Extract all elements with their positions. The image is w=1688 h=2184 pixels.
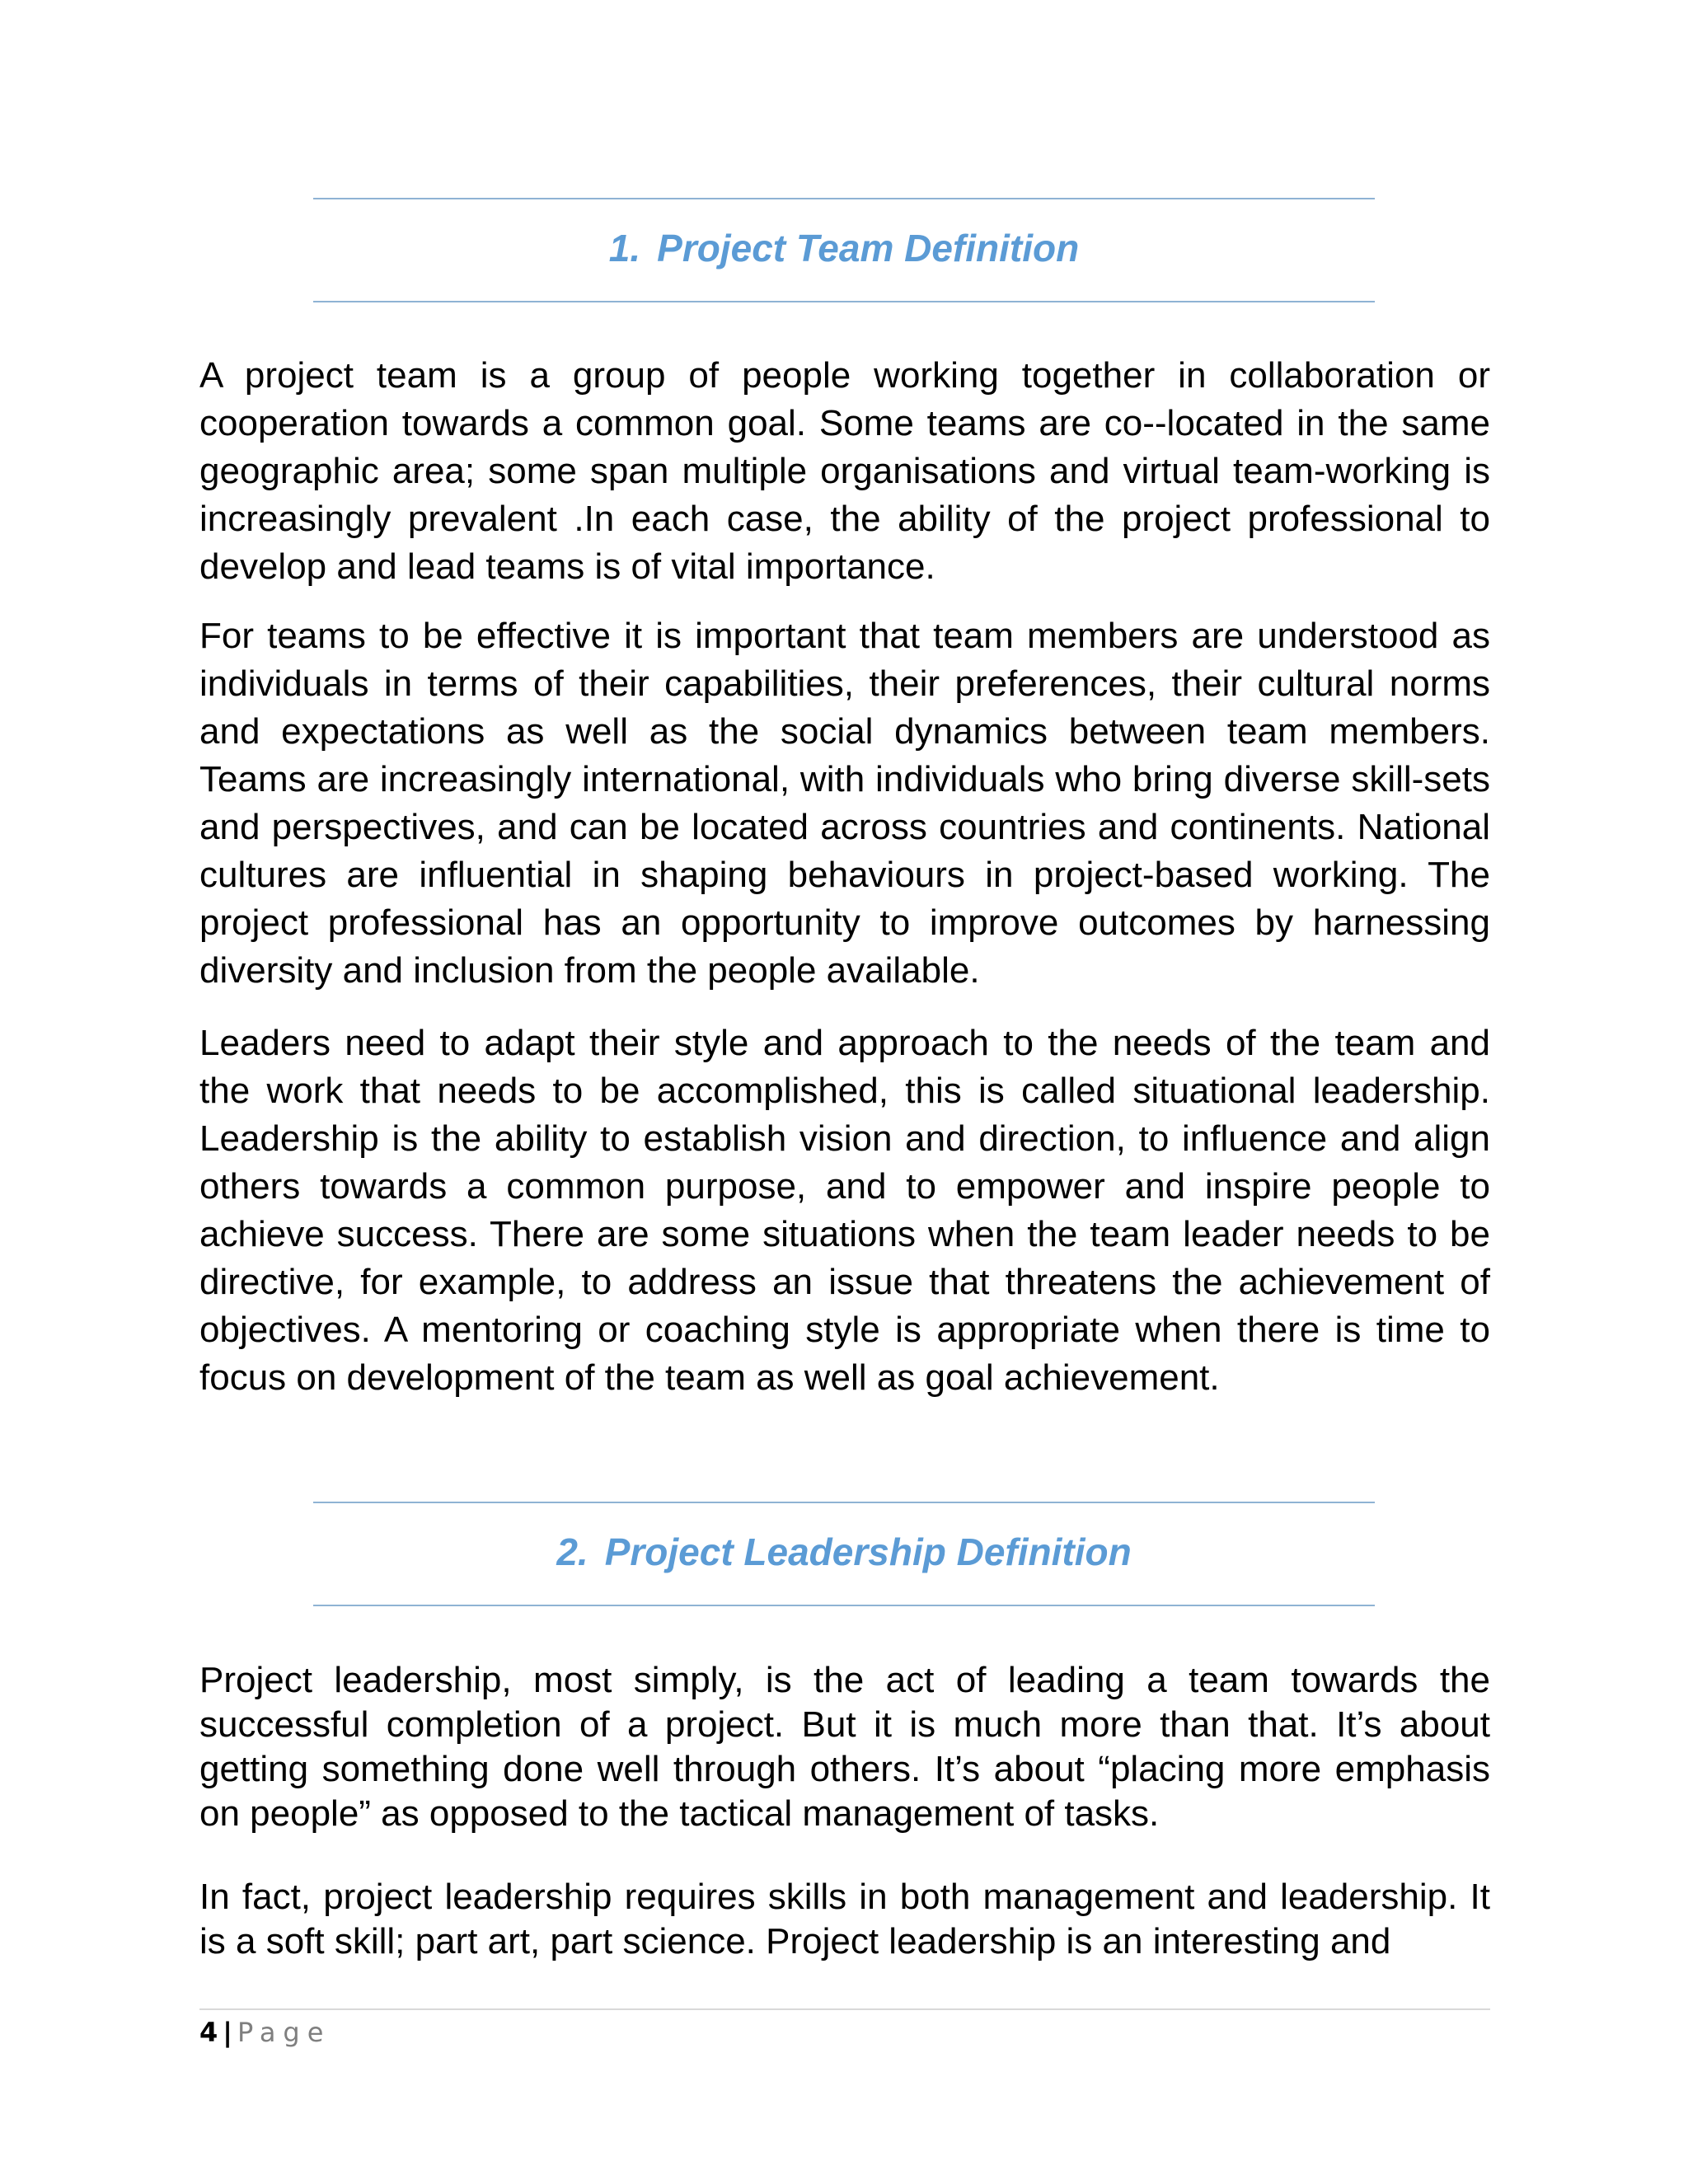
heading-rule-bottom [313,301,1375,302]
page-number: 4 [199,2017,218,2048]
section-2-paragraph-1: Project leadership, most simply, is the act of leading a team towards the successful completion of a project. But it is much more than that. It’s about getting something done well through others. It’s about “placing more emphasis on people” as opposed to the tactical management of tasks. [199,1660,1490,1834]
footer-rule [199,2008,1490,2010]
heading-rule-bottom [313,1605,1375,1606]
section-1-title [313,223,1375,273]
section-2-heading [313,1502,1375,1609]
section-2-paragraph-2: In fact, project leadership requires skills in both management and leadership. It is a soft skill; part art, part science. Project leadership is an interesting and [199,1877,1490,1961]
heading-rule-top [313,198,1375,199]
section-1-number: 1. [608,227,641,269]
section-2-number: 2. [556,1530,588,1573]
section-1-heading [313,198,1375,305]
page-footer [199,2016,331,2049]
section-1-title-text: Project Team Definition [657,227,1080,269]
section-1-paragraph-2: For teams to be effective it is important that team members are understood as individuals in terms of their capabilities, their preferences, their cultural norms and expectations as well as the social dynamics between team members. Teams are increasingly international, with individuals who bring diverse skill-sets and perspectives, and can be located across countries and continents. National cultures are influential in shaping behaviours in project-based working. The project professional has an opportunity to improve outcomes by harnessing diversity and inclusion from the people available. [199,616,1490,991]
section-2-title [313,1527,1375,1577]
section-2-title-text: Project Leadership Definition [604,1530,1132,1573]
section-1-paragraph-1: A project team is a group of people working together in collaboration or cooperation towards a common goal. Some teams are co--located in the same geographic area; some span multiple organisations and virtual team-working is increasingly prevalent .In each case, the ability of the project professional to develop and lead teams is of vital importance. [199,355,1490,587]
heading-rule-top [313,1502,1375,1503]
footer-separator: | [223,2017,232,2048]
section-1-paragraph-3: Leaders need to adapt their style and approach to the needs of the team and the work that needs to be accomplished, this is called situational leadership. Leadership is the ability to establish vision and direction, to influence and align others towards a common purpose, and to empower and inspire people to achieve success. There are some situations when the team leader needs to be directive, for example, to address an issue that threatens the achievement of objectives. A mentoring or coaching style is appropriate when there is time to focus on development of the team as well as goal achievement. [199,1023,1490,1398]
page-label: Page [237,2017,331,2048]
